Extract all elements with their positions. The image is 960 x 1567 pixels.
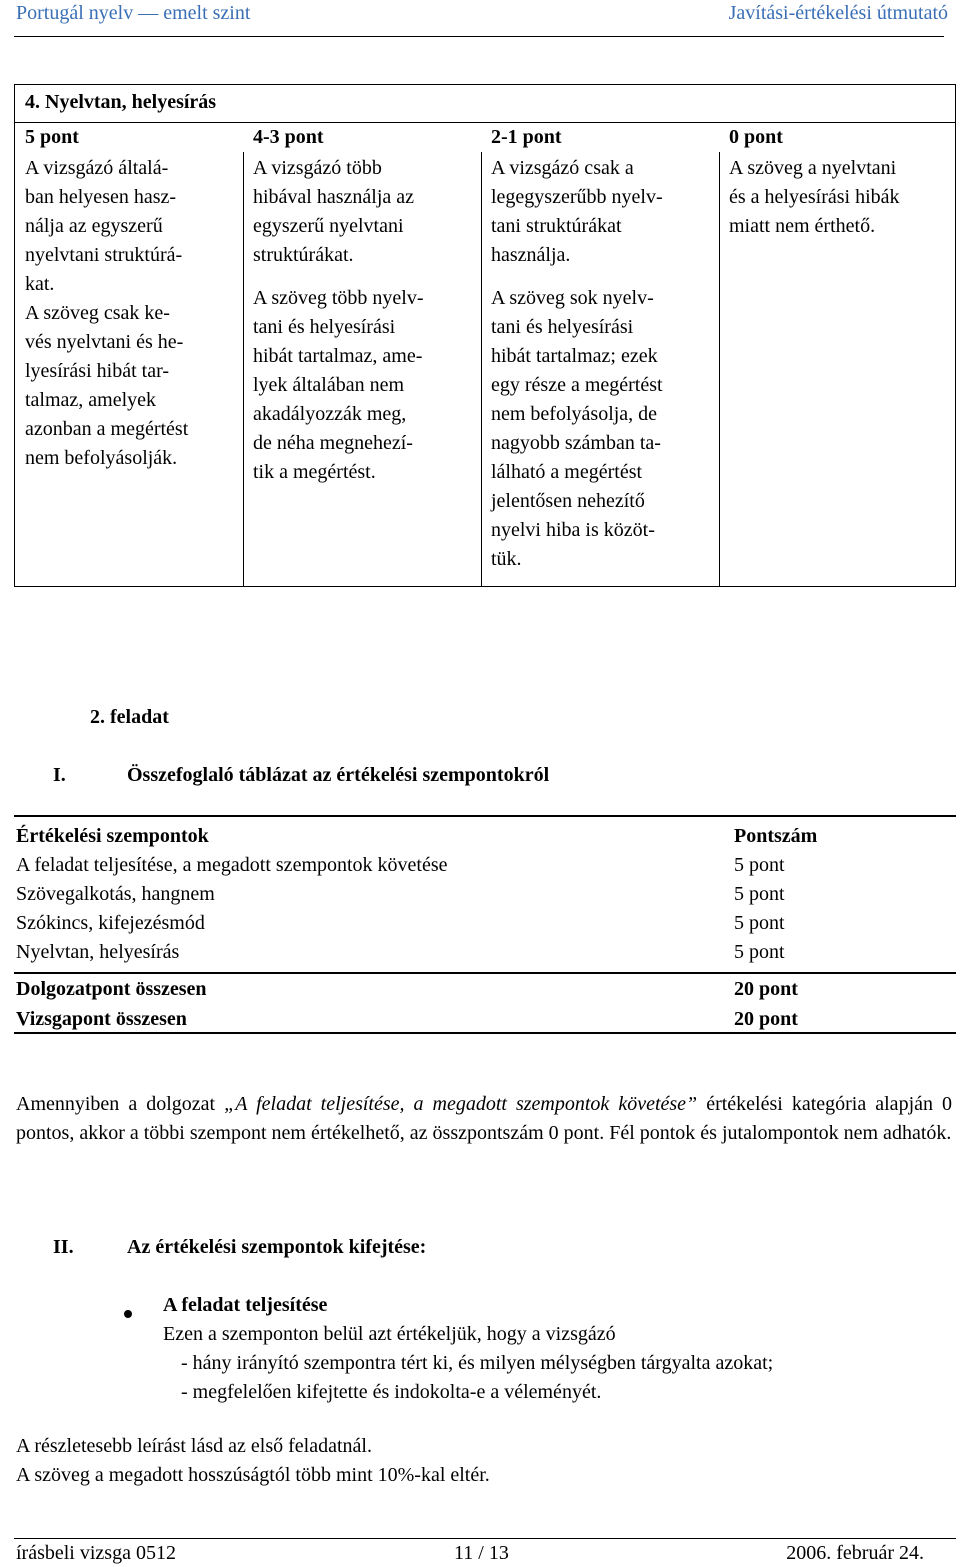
text-line: nagyobb számban ta- xyxy=(491,432,661,454)
summary-header-criteria: Értékelési szempontok xyxy=(16,825,209,847)
text-line: egy része a megértést xyxy=(491,374,663,396)
text-line: nálja az egyszerű xyxy=(25,215,163,237)
total-label: Dolgozatpont összesen xyxy=(16,978,207,1000)
text-line: lyesírási hibát tar- xyxy=(25,360,169,382)
text-line: és a helyesírási hibák xyxy=(729,186,900,208)
task-heading: 2. feladat xyxy=(90,706,169,728)
text-line: A szöveg sok nyelv- xyxy=(491,287,654,309)
col-2-1-text-a xyxy=(491,154,663,270)
total-points: 20 pont xyxy=(734,1008,798,1030)
col-5-text xyxy=(25,154,188,473)
text-line: Ezen a szemponton belül azt értékeljük, hogy a vizsgázó xyxy=(163,1323,616,1345)
text-line: A vizsgázó csak a xyxy=(491,157,634,179)
summary-row-criteria: Szókincs, kifejezésmód xyxy=(16,912,205,934)
text-line: jelentősen nehezítő xyxy=(491,490,645,512)
text-line: miatt nem érthető. xyxy=(729,215,876,237)
text-line: A részletesebb leírást lásd az első feladatnál. xyxy=(16,1435,372,1457)
summary-row-points: 5 pont xyxy=(734,941,785,963)
section-1-title: Összefoglaló táblázat az értékelési szempontokról xyxy=(127,764,550,786)
text-line: - hány irányító szempontra tért ki, és milyen mélységben tárgyalta azokat; xyxy=(181,1352,774,1374)
text-line: egyszerű nyelvtani xyxy=(253,215,404,237)
text-line: nyelvi hiba is közöt- xyxy=(491,519,655,541)
text-line: vés nyelvtani és he- xyxy=(25,331,184,353)
header-divider xyxy=(14,36,944,37)
grading-title-divider xyxy=(15,122,955,123)
grading-title: 4. Nyelvtan, helyesírás xyxy=(25,91,217,113)
text-line: tük. xyxy=(491,548,522,570)
text-line: használja. xyxy=(491,244,571,266)
text-line: struktúrákat. xyxy=(253,244,354,266)
col-heading-2-1: 2-1 pont xyxy=(491,126,562,148)
text-line: de néha megnehezí- xyxy=(253,432,413,454)
note-italic-text: „A feladat teljesítése, a megadott szempontok követése” xyxy=(224,1093,698,1115)
footer-divider xyxy=(14,1538,956,1539)
text-line: tani és helyesírási xyxy=(253,316,396,338)
bullet-body xyxy=(163,1320,773,1407)
text-line: hibát tartalmaz, ame- xyxy=(253,345,423,367)
text-line: A szöveg a nyelvtani xyxy=(729,157,897,179)
text-line: azonban a megértést xyxy=(25,418,189,440)
summary-row-criteria: A feladat teljesítése, a megadott szempontok követése xyxy=(16,854,448,876)
section-1-number: I. xyxy=(53,764,66,786)
section-2-number: II. xyxy=(53,1236,74,1258)
text-line: kat. xyxy=(25,273,55,295)
text-line: A vizsgázó több xyxy=(253,157,382,179)
summary-row-criteria: Szövegalkotás, hangnem xyxy=(16,883,215,905)
text-line: hibával használja az xyxy=(253,186,415,208)
scoring-note xyxy=(16,1090,952,1148)
col-divider xyxy=(719,152,720,586)
summary-row-points: 5 pont xyxy=(734,912,785,934)
text-line: hibát tartalmaz; ezek xyxy=(491,345,658,367)
col-2-1-text-b xyxy=(491,284,663,574)
total-points: 20 pont xyxy=(734,978,798,1000)
text-line: A szöveg a megadott hosszúságtól több mint 10%-kal eltér. xyxy=(16,1464,490,1486)
total-label: Vizsgapont összesen xyxy=(16,1008,187,1030)
header-right: Javítási-értékelési útmutató xyxy=(728,2,948,24)
col-0-text xyxy=(729,154,900,241)
bullet-title: A feladat teljesítése xyxy=(163,1294,328,1316)
col-4-3-text-a xyxy=(253,154,414,270)
text-line: A vizsgázó általá- xyxy=(25,157,169,179)
summary-top-rule xyxy=(14,815,956,817)
text-line: akadályozzák meg, xyxy=(253,403,407,425)
summary-mid-rule xyxy=(14,972,956,974)
note-text: Amennyiben a dolgozat xyxy=(16,1093,225,1115)
summary-row-criteria: Nyelvtan, helyesírás xyxy=(16,941,180,963)
text-line: A szöveg több nyelv- xyxy=(253,287,424,309)
text-line: nem befolyásolja, de xyxy=(491,403,658,425)
grading-table xyxy=(14,84,956,587)
section-2-title: Az értékelési szempontok kifejtése: xyxy=(127,1236,427,1258)
after-notes xyxy=(16,1432,490,1490)
header-left: Portugál nyelv — emelt szint xyxy=(16,2,251,24)
summary-bottom-rule xyxy=(14,1032,956,1034)
col-divider xyxy=(481,152,482,586)
summary-header-points: Pontszám xyxy=(734,825,818,847)
bullet-icon xyxy=(124,1301,132,1324)
text-line: - megfelelően kifejtette és indokolta-e a véleményét. xyxy=(181,1381,602,1403)
summary-row-points: 5 pont xyxy=(734,883,785,905)
col-heading-5: 5 pont xyxy=(25,126,79,148)
summary-row-points: 5 pont xyxy=(734,854,785,876)
text-line: tani és helyesírási xyxy=(491,316,634,338)
text-line: A szöveg csak ke- xyxy=(25,302,170,324)
col-divider xyxy=(243,152,244,586)
text-line: talmaz, amelyek xyxy=(25,389,157,411)
text-line: nyelvtani struktúrá- xyxy=(25,244,183,266)
footer-left: írásbeli vizsga 0512 xyxy=(16,1542,176,1564)
footer-date: 2006. február 24. xyxy=(786,1542,924,1564)
col-4-3-text-b xyxy=(253,284,424,487)
note-text: értékelési kategória alapján 0 pontos, akkor a többi szempont nem értékelhető, az összpontszám 0 pont. Fél pontok és jutalompontok nem adhatók. xyxy=(16,1093,953,1144)
footer-page-number: 11 / 13 xyxy=(454,1542,509,1564)
col-heading-0: 0 pont xyxy=(729,126,783,148)
col-heading-4-3: 4-3 pont xyxy=(253,126,324,148)
text-line: nem befolyásolják. xyxy=(25,447,178,469)
text-line: tani struktúrákat xyxy=(491,215,622,237)
text-line: ban helyesen hasz- xyxy=(25,186,177,208)
text-line: tik a megértést. xyxy=(253,461,376,483)
text-line: lálható a megértést xyxy=(491,461,643,483)
text-line: legegyszerűbb nyelv- xyxy=(491,186,663,208)
text-line: lyek általában nem xyxy=(253,374,405,396)
